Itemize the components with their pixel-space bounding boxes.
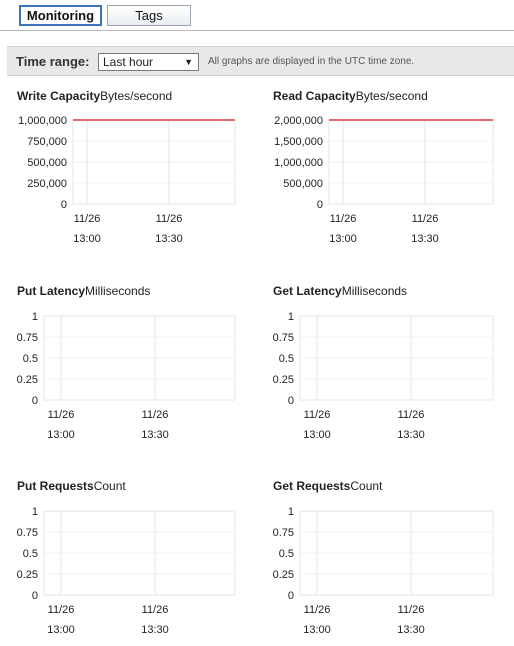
y-tick-label: 0.25 xyxy=(16,374,38,386)
x-tick-date: 11/26 xyxy=(73,213,101,225)
chart-svg xyxy=(273,89,514,254)
x-tick-date: 11/26 xyxy=(141,604,169,616)
y-tick-label: 0 xyxy=(287,590,294,602)
time-range-value: Last hour xyxy=(103,55,154,69)
y-tick-label: 500,000 xyxy=(27,157,67,169)
tab-bar xyxy=(0,0,514,31)
x-tick-date: 11/26 xyxy=(303,409,331,421)
y-tick-label: 0.25 xyxy=(16,569,38,581)
x-tick-date: 11/26 xyxy=(47,409,75,421)
x-tick-date: 11/26 xyxy=(411,213,439,225)
y-tick-label: 0 xyxy=(287,395,294,407)
y-tick-label: 0.5 xyxy=(22,548,38,560)
y-tick-label: 1 xyxy=(287,506,294,518)
chart-title-name: Put Requests xyxy=(17,479,94,493)
chart-svg xyxy=(17,284,267,449)
chart-put-requests xyxy=(17,479,267,644)
chart-title-name: Read Capacity xyxy=(273,89,356,103)
y-tick-label: 1 xyxy=(31,506,38,518)
x-tick-time: 13:00 xyxy=(47,624,75,636)
chart-title-unit: Count xyxy=(350,479,383,493)
x-tick-time: 13:00 xyxy=(303,429,331,441)
y-tick-label: 250,000 xyxy=(27,178,67,190)
y-tick-label: 0.5 xyxy=(278,548,294,560)
chart-title-unit: Milliseconds xyxy=(341,284,408,298)
chart-put-latency xyxy=(17,284,267,449)
chart-title-unit: Bytes/second xyxy=(100,89,173,103)
chart-svg xyxy=(273,284,514,449)
time-range-toolbar xyxy=(7,46,514,76)
x-tick-time: 13:00 xyxy=(303,624,331,636)
timezone-note: All graphs are displayed in the UTC time zone. xyxy=(208,56,415,67)
x-tick-date: 11/26 xyxy=(329,213,357,225)
y-tick-label: 0.5 xyxy=(278,353,294,365)
x-tick-date: 11/26 xyxy=(303,604,331,616)
x-tick-time: 13:00 xyxy=(329,233,357,245)
chart-svg xyxy=(17,89,267,254)
time-range-label: Time range: xyxy=(16,54,90,69)
chart-title-name: Put Latency xyxy=(17,284,86,298)
tab-monitoring[interactable]: Monitoring xyxy=(19,5,102,26)
x-tick-time: 13:30 xyxy=(397,429,425,441)
y-tick-label: 0.5 xyxy=(22,353,38,365)
chart-title-name: Write Capacity xyxy=(17,89,101,103)
x-tick-date: 11/26 xyxy=(47,604,75,616)
y-tick-label: 1,000,000 xyxy=(274,157,323,169)
chart-get-latency xyxy=(273,284,514,449)
time-range-select[interactable] xyxy=(98,53,199,71)
y-tick-label: 0.25 xyxy=(272,374,294,386)
y-tick-label: 0.75 xyxy=(16,527,38,539)
y-tick-label: 0.75 xyxy=(16,332,38,344)
x-tick-time: 13:30 xyxy=(141,429,169,441)
y-tick-label: 0 xyxy=(31,395,38,407)
dropdown-arrow-icon: ▼ xyxy=(184,57,193,67)
x-tick-time: 13:30 xyxy=(411,233,439,245)
x-tick-date: 11/26 xyxy=(397,409,425,421)
tab-tags[interactable]: Tags xyxy=(107,5,191,26)
chart-get-requests xyxy=(273,479,514,644)
y-tick-label: 1,000,000 xyxy=(18,115,67,127)
chart-svg xyxy=(273,479,514,644)
y-tick-label: 1,500,000 xyxy=(274,136,323,148)
y-tick-label: 1 xyxy=(31,311,38,323)
y-tick-label: 0 xyxy=(31,590,38,602)
x-tick-date: 11/26 xyxy=(155,213,183,225)
chart-title-unit: Milliseconds xyxy=(85,284,151,298)
x-tick-date: 11/26 xyxy=(141,409,169,421)
y-tick-label: 0.75 xyxy=(272,527,294,539)
chart-title-name: Get Latency xyxy=(273,284,342,298)
y-tick-label: 0 xyxy=(316,199,323,211)
chart-title-unit: Bytes/second xyxy=(355,89,428,103)
y-tick-label: 2,000,000 xyxy=(274,115,323,127)
chart-title-unit: Count xyxy=(93,479,126,493)
x-tick-time: 13:30 xyxy=(397,624,425,636)
x-tick-date: 11/26 xyxy=(397,604,425,616)
y-tick-label: 0 xyxy=(60,199,67,211)
y-tick-label: 750,000 xyxy=(27,136,67,148)
x-tick-time: 13:30 xyxy=(141,624,169,636)
y-tick-label: 1 xyxy=(287,311,294,323)
y-tick-label: 0.25 xyxy=(272,569,294,581)
y-tick-label: 500,000 xyxy=(283,178,323,190)
x-tick-time: 13:30 xyxy=(155,233,183,245)
chart-read-capacity xyxy=(273,89,514,254)
chart-title-name: Get Requests xyxy=(273,479,351,493)
x-tick-time: 13:00 xyxy=(47,429,75,441)
chart-svg xyxy=(17,479,267,644)
chart-write-capacity xyxy=(17,89,267,254)
y-tick-label: 0.75 xyxy=(272,332,294,344)
x-tick-time: 13:00 xyxy=(73,233,101,245)
